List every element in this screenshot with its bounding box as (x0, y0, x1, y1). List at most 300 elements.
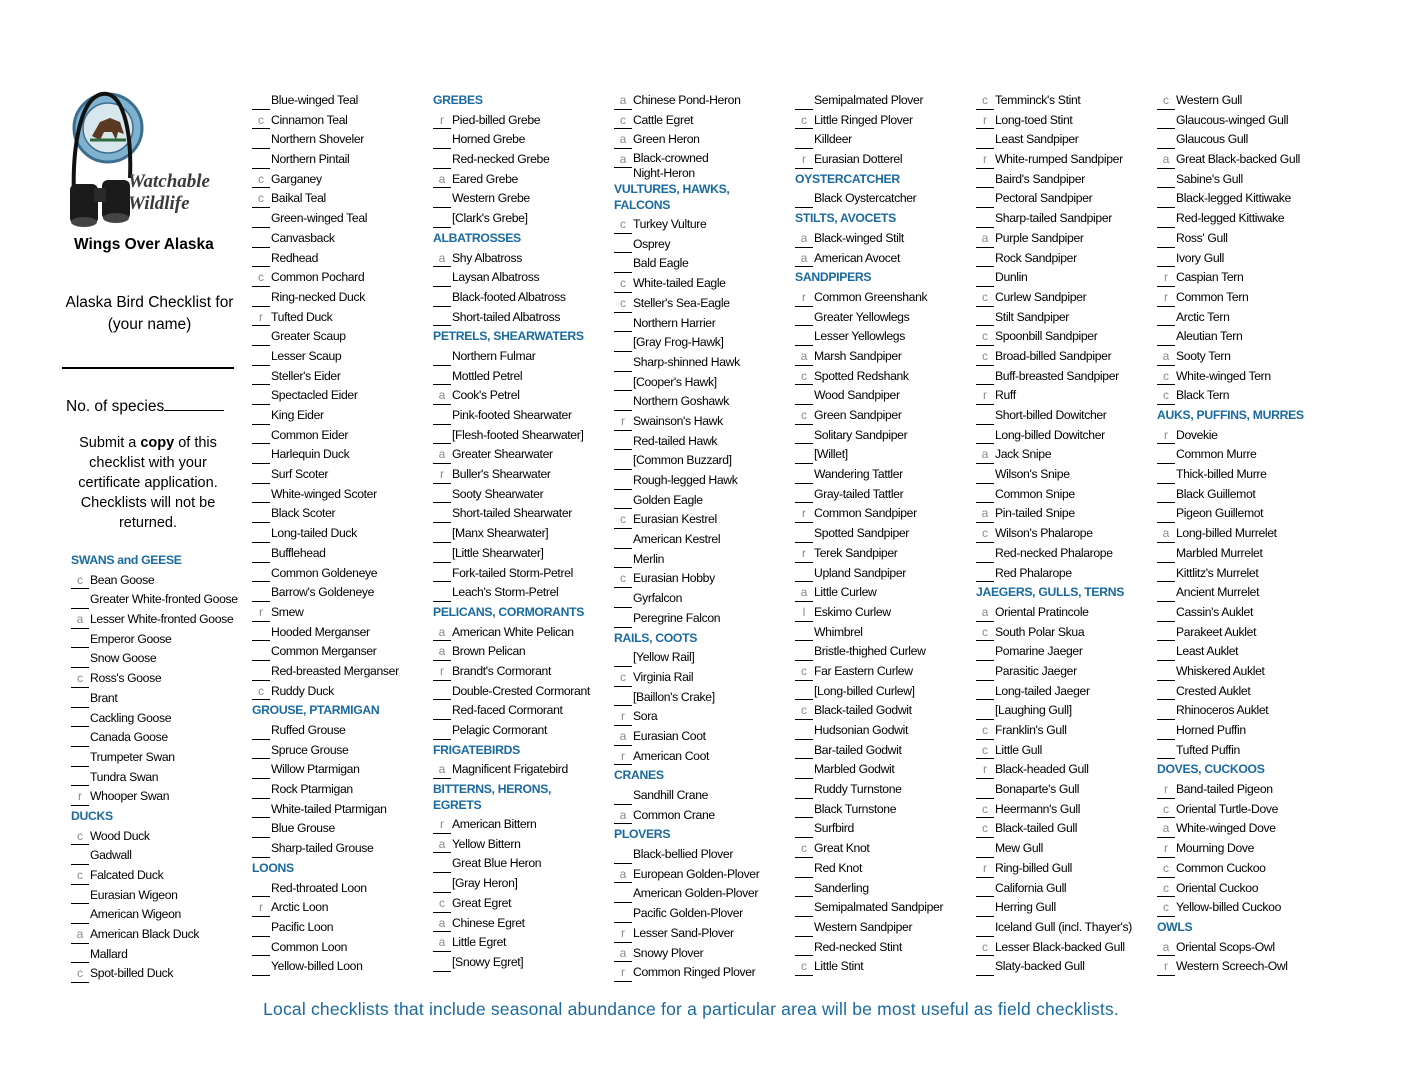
species-name: Cackling Goose (90, 710, 172, 725)
species-name: [Gray Frog-Hawk] (633, 335, 724, 350)
check-blank[interactable] (795, 837, 813, 838)
species-name: Oriental Cuckoo (1176, 880, 1259, 895)
species-name: Bufflehead (271, 545, 326, 560)
check-blank[interactable] (1157, 207, 1175, 208)
check-blank[interactable] (976, 857, 994, 858)
check-blank[interactable] (252, 168, 270, 169)
species-row (1157, 309, 1304, 329)
check-blank[interactable] (252, 345, 270, 346)
species-row (433, 250, 584, 270)
check-blank[interactable] (976, 699, 994, 700)
species-row (614, 511, 730, 531)
check-blank[interactable] (976, 916, 994, 917)
species-row (976, 368, 1124, 388)
check-blank[interactable] (433, 542, 451, 543)
check-blank[interactable] (71, 746, 89, 747)
check-blank[interactable] (1157, 601, 1175, 602)
species-name: Ross's Goose (90, 671, 162, 686)
check-blank[interactable] (71, 766, 89, 767)
check-blank[interactable] (1157, 640, 1175, 641)
check-blank[interactable] (614, 863, 632, 864)
check-blank[interactable] (614, 351, 632, 352)
species-name: Short-tailed Albatross (452, 309, 561, 324)
check-blank[interactable] (71, 667, 89, 668)
check-blank[interactable] (252, 247, 270, 248)
species-row (795, 702, 912, 722)
check-blank[interactable] (614, 627, 632, 628)
species-name: Bonaparte's Gull (995, 782, 1080, 797)
species-row (252, 466, 379, 486)
check-blank[interactable] (252, 424, 270, 425)
check-blank[interactable] (795, 325, 813, 326)
species-name: South Polar Skua (995, 624, 1085, 639)
species-name: Wilson's Phalarope (995, 526, 1093, 541)
check-blank[interactable] (1157, 483, 1175, 484)
check-blank[interactable] (614, 371, 632, 372)
org-title: Wings Over Alaska (74, 236, 214, 253)
species-name: Bean Goose (90, 572, 155, 587)
check-blank[interactable] (976, 680, 994, 681)
check-blank[interactable] (795, 739, 813, 740)
species-name: Horned Puffin (1176, 723, 1246, 737)
check-blank[interactable] (976, 148, 994, 149)
section-header: AUKS, PUFFINS, MURRES (1157, 408, 1304, 422)
check-blank[interactable] (433, 562, 451, 563)
species-row (1157, 427, 1304, 447)
check-blank[interactable] (433, 384, 451, 385)
section-header: OYSTERCATCHER (795, 171, 900, 186)
species-row (1157, 584, 1304, 604)
check-blank[interactable] (252, 483, 270, 484)
check-blank[interactable] (976, 798, 994, 799)
species-row (433, 954, 584, 974)
check-blank[interactable] (252, 581, 270, 582)
species-name: Short-tailed Shearwater (452, 506, 572, 521)
species-row (976, 210, 1124, 230)
check-blank[interactable] (614, 252, 632, 253)
check-blank[interactable] (976, 286, 994, 287)
check-blank[interactable] (1157, 345, 1175, 346)
check-blank[interactable] (614, 390, 632, 391)
check-blank[interactable] (795, 404, 813, 405)
check-blank[interactable] (795, 148, 813, 149)
species-count-blank[interactable] (164, 396, 224, 411)
check-blank[interactable] (252, 109, 270, 110)
check-blank[interactable] (252, 266, 270, 267)
species-row (252, 210, 379, 230)
abundance-code: c (801, 663, 807, 678)
species-row (976, 250, 1124, 270)
species-row (252, 190, 379, 210)
check-blank[interactable] (252, 955, 270, 956)
check-blank[interactable] (252, 857, 270, 858)
species-row (1157, 446, 1304, 466)
check-blank[interactable] (1157, 266, 1175, 267)
check-blank[interactable] (976, 719, 994, 720)
check-blank[interactable] (1157, 660, 1175, 661)
check-blank[interactable] (252, 896, 270, 897)
species-name: Least Sandpiper (995, 132, 1079, 147)
check-blank[interactable] (614, 469, 632, 470)
abundance-code: c (1163, 880, 1169, 895)
species-row (252, 427, 379, 447)
species-name: Black-winged Stilt (814, 230, 904, 245)
species-name: Yellow-billed Cuckoo (1176, 900, 1282, 915)
section-header: SANDPIPERS (795, 270, 872, 285)
species-row (614, 689, 730, 709)
check-blank[interactable] (433, 227, 451, 228)
species-row (433, 407, 584, 427)
abundance-code: c (982, 526, 988, 541)
species-name: Northern Goshawk (633, 394, 730, 409)
species-row (614, 472, 738, 492)
check-blank[interactable] (1157, 699, 1175, 700)
abundance-code: a (619, 93, 627, 107)
species-row (71, 965, 182, 985)
species-name: Common Murre (1176, 447, 1257, 462)
species-row (252, 565, 379, 585)
species-row (1157, 565, 1304, 585)
check-blank[interactable] (252, 542, 270, 543)
species-row (614, 334, 730, 354)
check-blank[interactable] (433, 971, 451, 972)
species-name: Smew (271, 604, 304, 619)
check-blank[interactable] (433, 522, 451, 523)
check-blank[interactable] (795, 660, 813, 661)
check-blank[interactable] (614, 272, 632, 273)
check-blank[interactable] (252, 463, 270, 464)
check-blank[interactable] (71, 707, 89, 708)
check-blank[interactable] (433, 699, 451, 700)
species-name: Brown Pelican (452, 644, 526, 659)
check-blank[interactable] (252, 384, 270, 385)
check-blank[interactable] (1157, 128, 1175, 129)
check-blank[interactable] (976, 384, 994, 385)
check-blank[interactable] (1157, 719, 1175, 720)
check-blank[interactable] (976, 266, 994, 267)
check-blank[interactable] (976, 975, 994, 976)
check-blank[interactable] (252, 562, 270, 563)
species-name: Eared Grebe (452, 171, 518, 186)
check-blank[interactable] (252, 837, 270, 838)
check-blank[interactable] (1157, 758, 1175, 759)
species-row (1157, 702, 1304, 722)
check-blank[interactable] (795, 758, 813, 759)
species-name: Ross' Gull (1176, 230, 1228, 245)
check-blank[interactable] (795, 581, 813, 582)
species-row (433, 466, 584, 486)
check-blank[interactable] (976, 660, 994, 661)
check-blank[interactable] (1157, 187, 1175, 188)
check-blank[interactable] (433, 365, 451, 366)
check-blank[interactable] (252, 936, 270, 937)
species-name: Parakeet Auklet (1176, 624, 1257, 639)
check-blank[interactable] (71, 962, 89, 963)
check-blank[interactable] (795, 778, 813, 779)
species-row (976, 919, 1132, 939)
check-blank[interactable] (433, 207, 451, 208)
check-blank[interactable] (71, 726, 89, 727)
species-row (71, 591, 238, 611)
check-blank[interactable] (976, 227, 994, 228)
species-name: Chinese Pond-Heron (633, 93, 741, 107)
species-row (252, 348, 379, 368)
check-blank[interactable] (614, 705, 632, 706)
check-blank[interactable] (252, 404, 270, 405)
abundance-code: r (259, 309, 263, 324)
species-name: Curlew Sandpiper (995, 289, 1087, 304)
check-blank[interactable] (433, 168, 451, 169)
species-name: [Willet] (814, 447, 848, 462)
check-blank[interactable] (795, 109, 813, 110)
check-blank[interactable] (252, 227, 270, 228)
species-row (1157, 880, 1304, 900)
species-name: Great Black-backed Gull (1176, 152, 1301, 167)
check-blank[interactable] (976, 502, 994, 503)
check-blank[interactable] (976, 896, 994, 897)
species-row (976, 624, 1124, 644)
check-blank[interactable] (71, 923, 89, 924)
check-blank[interactable] (614, 548, 632, 549)
check-blank[interactable] (252, 680, 270, 681)
check-blank[interactable] (614, 902, 632, 903)
check-blank[interactable] (433, 872, 451, 873)
check-blank[interactable] (614, 331, 632, 332)
species-row (976, 565, 1124, 585)
check-blank[interactable] (795, 443, 813, 444)
check-blank[interactable] (433, 581, 451, 582)
check-blank[interactable] (795, 955, 813, 956)
check-blank[interactable] (614, 922, 632, 923)
check-blank[interactable] (252, 758, 270, 759)
check-blank[interactable] (795, 463, 813, 464)
species-row (795, 663, 913, 683)
abundance-code: c (982, 93, 988, 107)
check-blank[interactable] (1157, 680, 1175, 681)
species-name: Pacific Loon (271, 919, 334, 934)
abundance-code: r (621, 965, 625, 980)
species-row (71, 650, 182, 670)
species-row (614, 905, 743, 925)
check-blank[interactable] (433, 502, 451, 503)
species-row (252, 328, 379, 348)
species-row (795, 939, 900, 959)
section-header: LOONS (252, 860, 294, 875)
species-row (1157, 387, 1304, 407)
check-blank[interactable] (1157, 581, 1175, 582)
check-blank[interactable] (252, 975, 270, 976)
check-blank[interactable] (795, 345, 813, 346)
check-blank[interactable] (614, 567, 632, 568)
species-row (252, 289, 379, 309)
species-row (614, 945, 730, 965)
species-count-row (66, 396, 224, 416)
species-name: Sanderling (814, 880, 869, 895)
check-blank[interactable] (252, 798, 270, 799)
species-name: Northern Shoveler (271, 132, 364, 147)
check-blank[interactable] (614, 489, 632, 490)
check-blank[interactable] (795, 896, 813, 897)
species-row (1157, 840, 1304, 860)
section-header: CRANES (614, 768, 664, 783)
species-row (433, 151, 584, 171)
check-blank[interactable] (433, 424, 451, 425)
species-name: Wood Duck (90, 828, 150, 843)
check-blank[interactable] (71, 608, 89, 609)
abundance-code: c (982, 348, 988, 363)
check-blank[interactable] (614, 666, 632, 667)
check-blank[interactable] (252, 739, 270, 740)
check-blank[interactable] (252, 640, 270, 641)
check-blank[interactable] (1157, 463, 1175, 464)
species-name: [Laughing Gull] (995, 703, 1072, 718)
species-row (71, 887, 182, 907)
check-blank[interactable] (71, 864, 89, 865)
check-blank[interactable] (252, 443, 270, 444)
check-blank[interactable] (433, 306, 451, 307)
check-blank[interactable] (795, 936, 813, 937)
check-blank[interactable] (252, 148, 270, 149)
check-blank[interactable] (614, 508, 632, 509)
check-blank[interactable] (252, 660, 270, 661)
species-name: Sora (633, 709, 658, 724)
species-name: [Little Shearwater] (452, 545, 544, 560)
check-blank[interactable] (795, 817, 813, 818)
species-row (614, 551, 730, 571)
species-name: Bald Eagle (633, 256, 689, 271)
check-blank[interactable] (976, 424, 994, 425)
check-blank[interactable] (1157, 562, 1175, 563)
check-blank[interactable] (433, 719, 451, 720)
check-blank[interactable] (433, 443, 451, 444)
species-row (252, 112, 379, 132)
check-blank[interactable] (433, 148, 451, 149)
check-blank[interactable] (795, 798, 813, 799)
species-row (614, 151, 730, 181)
species-row (976, 289, 1124, 309)
species-row (1157, 230, 1304, 250)
check-blank[interactable] (252, 778, 270, 779)
check-blank[interactable] (1157, 148, 1175, 149)
species-row (252, 604, 379, 624)
name-entry-line[interactable] (62, 367, 234, 369)
check-blank[interactable] (1157, 325, 1175, 326)
abundance-code: a (1162, 939, 1170, 954)
check-blank[interactable] (1157, 247, 1175, 248)
species-name: Slaty-backed Gull (995, 959, 1085, 974)
species-name: Greater Scaup (271, 329, 346, 344)
species-name: Rock Ptarmigan (271, 782, 353, 797)
species-name: Bar-tailed Godwit (814, 742, 902, 757)
check-blank[interactable] (976, 207, 994, 208)
check-blank[interactable] (614, 410, 632, 411)
check-blank[interactable] (433, 739, 451, 740)
species-name: Western Grebe (452, 191, 530, 206)
species-name: Eurasian Coot (633, 728, 706, 743)
abundance-code: c (1163, 801, 1169, 816)
check-blank[interactable] (1157, 739, 1175, 740)
check-blank[interactable] (976, 562, 994, 563)
species-name: Stilt Sandpiper (995, 309, 1070, 324)
check-blank[interactable] (252, 365, 270, 366)
species-name: Common Cuckoo (1176, 860, 1266, 875)
species-name: Crested Auklet (1176, 683, 1251, 698)
check-blank[interactable] (795, 207, 813, 208)
check-blank[interactable] (252, 306, 270, 307)
species-row (1157, 820, 1304, 840)
check-blank[interactable] (795, 916, 813, 917)
check-blank[interactable] (614, 449, 632, 450)
abundance-code: c (1163, 93, 1169, 107)
species-row (433, 171, 584, 191)
abundance-code: c (620, 295, 626, 310)
check-blank[interactable] (71, 647, 89, 648)
species-name: Semipalmated Sandpiper (814, 900, 944, 915)
abundance-code: c (801, 959, 807, 974)
check-blank[interactable] (1157, 522, 1175, 523)
species-row (976, 939, 1124, 959)
submit-text-post: of this checklist with your certificate application. Checklists will not be returned. (78, 435, 218, 531)
species-row (433, 761, 584, 781)
species-name: Magnificent Frigatebird (452, 762, 568, 777)
species-name: Canvasback (271, 230, 335, 245)
check-blank[interactable] (433, 601, 451, 602)
check-blank[interactable] (795, 877, 813, 878)
check-blank[interactable] (252, 502, 270, 503)
species-name: Black-tailed Godwit (814, 703, 912, 718)
species-row (614, 610, 730, 630)
check-blank[interactable] (976, 483, 994, 484)
check-blank[interactable] (433, 286, 451, 287)
check-blank[interactable] (433, 325, 451, 326)
check-blank[interactable] (976, 325, 994, 326)
species-row (795, 348, 900, 368)
species-row (976, 151, 1124, 171)
species-name: Red-necked Grebe (452, 152, 550, 167)
check-blank[interactable] (614, 607, 632, 608)
check-blank[interactable] (795, 542, 813, 543)
check-blank[interactable] (71, 903, 89, 904)
check-blank[interactable] (433, 892, 451, 893)
check-blank[interactable] (1157, 621, 1175, 622)
abundance-code: r (259, 604, 263, 619)
species-name: Short-billed Dowitcher (995, 408, 1107, 422)
species-row (795, 505, 917, 525)
species-name: Aleutian Tern (1176, 329, 1243, 344)
check-blank[interactable] (976, 443, 994, 444)
check-blank[interactable] (252, 522, 270, 523)
species-row (433, 624, 584, 644)
check-blank[interactable] (795, 502, 813, 503)
check-blank[interactable] (976, 581, 994, 582)
check-blank[interactable] (795, 640, 813, 641)
abundance-code: a (1162, 152, 1170, 167)
check-blank[interactable] (71, 785, 89, 786)
check-blank[interactable] (1157, 502, 1175, 503)
check-blank[interactable] (1157, 227, 1175, 228)
abundance-code: c (439, 895, 445, 910)
check-blank[interactable] (976, 936, 994, 937)
check-blank[interactable] (795, 699, 813, 700)
check-blank[interactable] (252, 817, 270, 818)
check-blank[interactable] (795, 483, 813, 484)
left-panel (62, 88, 242, 531)
check-blank[interactable] (614, 804, 632, 805)
species-row (433, 525, 584, 545)
species-name: Jack Snipe (995, 447, 1052, 462)
check-blank[interactable] (252, 601, 270, 602)
check-blank[interactable] (976, 187, 994, 188)
